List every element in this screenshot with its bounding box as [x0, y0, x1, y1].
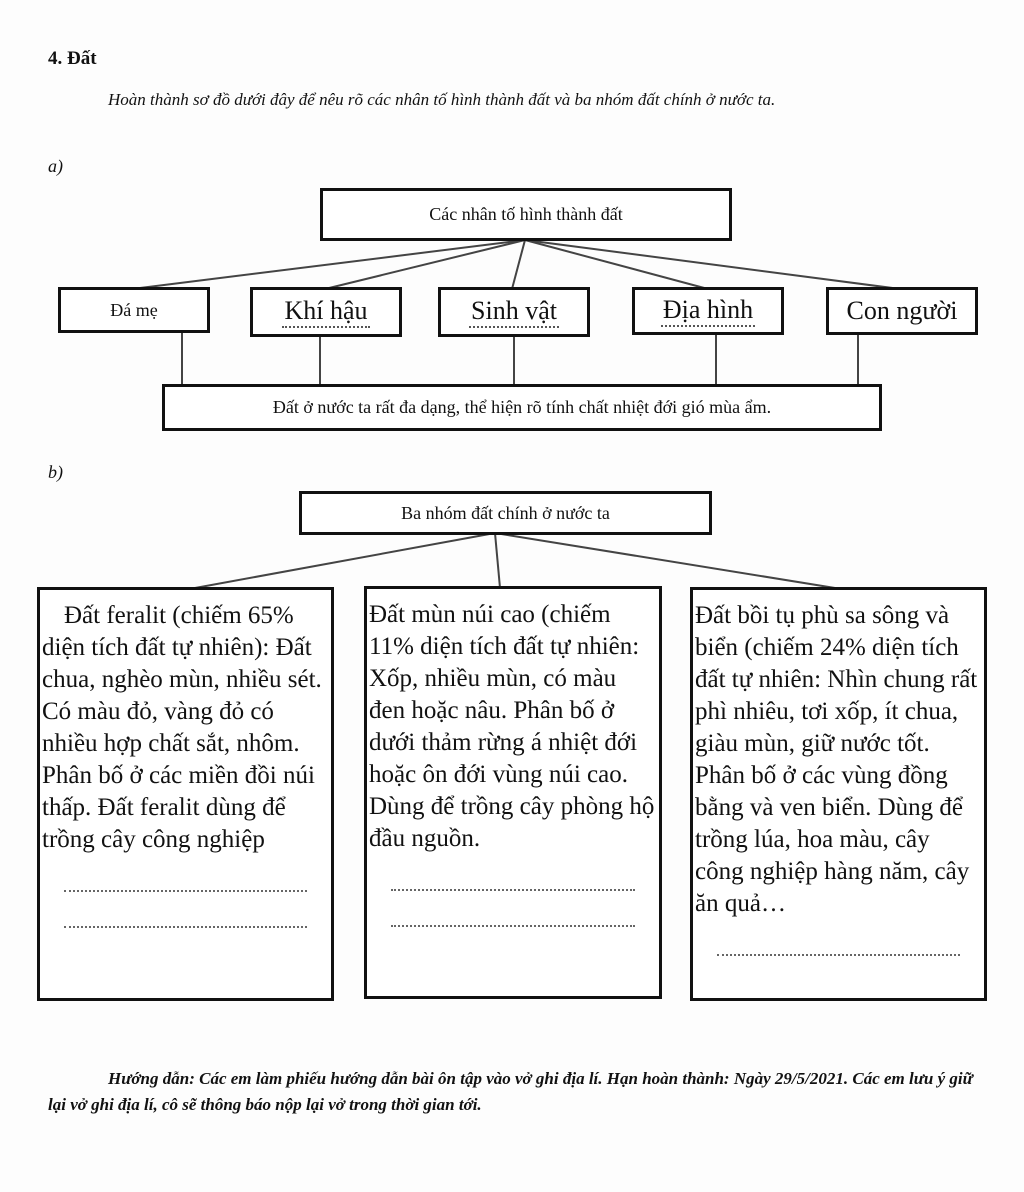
blank-fill-line	[717, 920, 960, 956]
connector-line	[132, 240, 525, 289]
soil-group-box-mun-nui-cao	[364, 586, 662, 999]
section-heading: 4. Đất	[48, 48, 97, 69]
connector-line	[325, 240, 525, 289]
blank-fill-line	[64, 892, 307, 928]
soil-groups-root-label: Ba nhóm đất chính ở nước ta	[401, 502, 610, 523]
factor-box-da-me	[58, 287, 210, 333]
factor-box-sinh-vat	[438, 287, 590, 337]
connector-line	[495, 533, 500, 588]
connector-line	[512, 240, 525, 289]
factors-root-label: Các nhân tố hình thành đất	[429, 204, 623, 224]
part-b-label: b)	[48, 462, 63, 482]
blank-fill-line	[64, 856, 307, 892]
connector-line	[525, 240, 900, 289]
soil-groups-root-box	[299, 491, 712, 535]
factor-label: Khí hậu	[282, 296, 369, 328]
part-a-label: a)	[48, 156, 63, 176]
factor-label: Đá mẹ	[110, 299, 158, 320]
factor-box-con-nguoi	[826, 287, 978, 335]
factor-box-dia-hinh	[632, 287, 784, 335]
factor-box-khi-hau	[250, 287, 402, 337]
blank-fill-line	[391, 891, 635, 927]
factor-label: Sinh vật	[469, 296, 559, 328]
factor-label: Địa hình	[661, 295, 755, 327]
blank-fill-line	[391, 855, 635, 891]
instruction-text: Hoàn thành sơ đồ dưới đây để nêu rõ các nhân tố hình thành đất và ba nhóm đất chính ở nước ta.	[108, 90, 776, 109]
soil-group-text: Đất bồi tụ phù sa sông và biển (chiếm 24% diện tích đất tự nhiên: Nhìn chung rất phì nhiêu, tơi xốp, ít chua, giàu mùn, giữ nước tốt. Phân bố ở các vùng đồng bằng và ven biển. Dùng để trồng lúa, hoa màu, cây công nghiệp hàng năm, cây ăn quả…	[695, 602, 978, 917]
connector-line	[525, 240, 708, 289]
soil-group-box-feralit	[37, 587, 334, 1001]
factors-root-box	[320, 188, 732, 241]
conclusion-label: Đất ở nước ta rất đa dạng, thể hiện rõ tính chất nhiệt đới gió mùa ẩm.	[272, 397, 772, 417]
footer-guidance: Hướng dẫn: Các em làm phiếu hướng dẫn bài ôn tập vào vở ghi địa lí. Hạn hoàn thành: Ngày 29/5/2021. Các em lưu ý giữ lại vở ghi địa lí, cô sẽ thông báo nộp lại vở trong thời gian tới.	[48, 1069, 973, 1114]
conclusion-box	[162, 384, 882, 431]
factor-label: Con người	[846, 296, 958, 325]
connector-line	[195, 533, 495, 588]
soil-group-text: Đất feralit (chiếm 65% diện tích đất tự nhiên): Đất chua, nghèo mùn, nhiều sét. Có màu đỏ, vàng đỏ có nhiều hợp chất sắt, nhôm. Phân bố ở các miền đồi núi thấp. Đất feralit dùng để trồng cây công nghiệp	[42, 602, 322, 853]
soil-group-box-phu-sa	[690, 587, 987, 1001]
soil-group-text: Đất mùn núi cao (chiếm 11% diện tích đất tự nhiên: Xốp, nhiều mùn, có màu đen hoặc nâu. Phân bố ở dưới thảm rừng á nhiệt đới hoặc ôn đới vùng núi cao. Dùng để trồng cây phòng hộ đầu nguồn.	[369, 601, 655, 852]
connector-line	[495, 533, 835, 588]
